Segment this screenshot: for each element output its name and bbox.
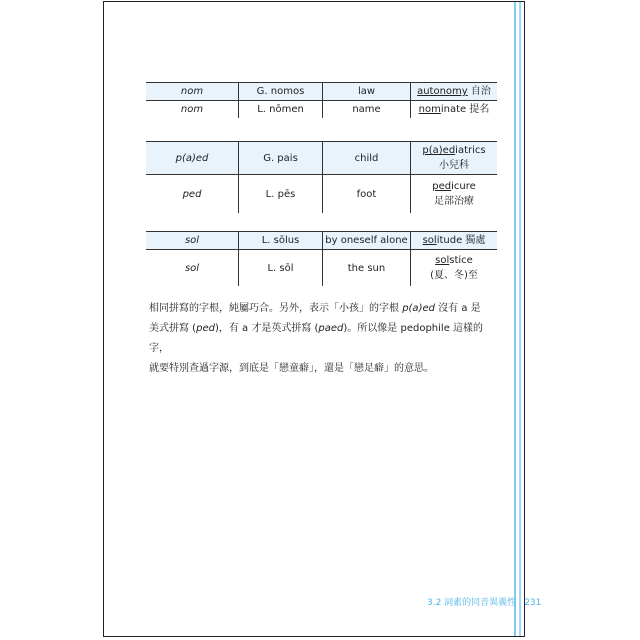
text-span: )。所以像是 pedophile 這樣的字，: [149, 323, 484, 354]
text-span: 相同拼寫的字根，純屬巧合。另外，表示「小孩」的字根: [149, 303, 403, 314]
example-rest: inate: [440, 104, 467, 115]
example-gloss: 自治: [470, 86, 491, 97]
root-table-ped: [146, 141, 497, 213]
italic-term: ped: [196, 323, 215, 334]
root-cell: nom: [146, 83, 239, 101]
meaning-cell: name: [323, 101, 411, 119]
example-cell: [411, 250, 498, 287]
table-row: [146, 232, 497, 250]
text-span: )，有 a 才是英式拼寫 (: [214, 323, 319, 334]
page-number: 231: [524, 598, 542, 608]
example-gloss: 足部治療: [434, 196, 474, 207]
origin-cell: L. sōl: [239, 250, 323, 287]
table-row: [146, 142, 497, 175]
example-cell: [411, 232, 498, 250]
example-cell: [411, 101, 498, 119]
example-cell: [411, 175, 498, 214]
example-gloss: 小兒科: [439, 160, 469, 171]
example-rest: icure: [451, 181, 476, 192]
meaning-cell: by oneself alone: [323, 232, 411, 250]
italic-term: p(a)ed: [402, 303, 435, 314]
example-cell: [411, 142, 498, 175]
example-rest: itude: [436, 235, 463, 246]
table-row: [146, 83, 497, 101]
example-gloss: 提名: [469, 104, 490, 115]
page-edge-line: [514, 2, 516, 636]
example-underlined: p(a)ed: [422, 145, 456, 156]
italic-term: paed: [318, 323, 344, 334]
example-underlined: sol: [422, 235, 437, 246]
text-span: 美式拼寫 (: [149, 323, 197, 334]
example-rest: stice: [449, 255, 473, 266]
body-paragraph: [149, 299, 499, 379]
origin-cell: L. nōmen: [239, 101, 323, 119]
example-gloss: (夏、冬)至: [430, 270, 478, 281]
meaning-cell: law: [323, 83, 411, 101]
root-table-sol: [146, 231, 497, 286]
example-underlined: autonomy: [417, 86, 468, 97]
paragraph-line: [149, 299, 499, 319]
example-underlined: sol: [435, 255, 450, 266]
origin-cell: L. pēs: [239, 175, 323, 214]
table-row: [146, 101, 497, 119]
running-footer: [427, 595, 541, 608]
meaning-cell: the sun: [323, 250, 411, 287]
table-row: [146, 175, 497, 214]
example-cell: [411, 83, 498, 101]
section-title: 3.2 詞素的同音異義性: [427, 598, 517, 608]
origin-cell: L. sōlus: [239, 232, 323, 250]
example-rest: iatrics: [455, 145, 486, 156]
example-gloss: 獨處: [465, 235, 486, 246]
root-table-nom: [146, 82, 497, 118]
book-page: [103, 1, 542, 637]
page-edge-line: [519, 2, 521, 636]
example-underlined: nom: [418, 104, 441, 115]
paragraph-line: 就要特別查過字源，到底是「戀童癖」，還是「戀足癖」的意思。: [149, 363, 434, 374]
root-cell: sol: [146, 232, 239, 250]
example-underlined: ped: [432, 181, 452, 192]
meaning-cell: child: [323, 142, 411, 175]
table-row: [146, 250, 497, 287]
root-cell: ped: [182, 188, 202, 200]
paragraph-line: [149, 319, 499, 359]
origin-cell: G. pais: [239, 142, 323, 175]
root-cell: nom: [180, 104, 204, 115]
meaning-cell: foot: [323, 175, 411, 214]
root-cell: p(a)ed: [146, 142, 239, 175]
root-cell: sol: [184, 262, 200, 274]
text-span: 沒有 a 是: [434, 303, 481, 314]
origin-cell: G. nomos: [239, 83, 323, 101]
